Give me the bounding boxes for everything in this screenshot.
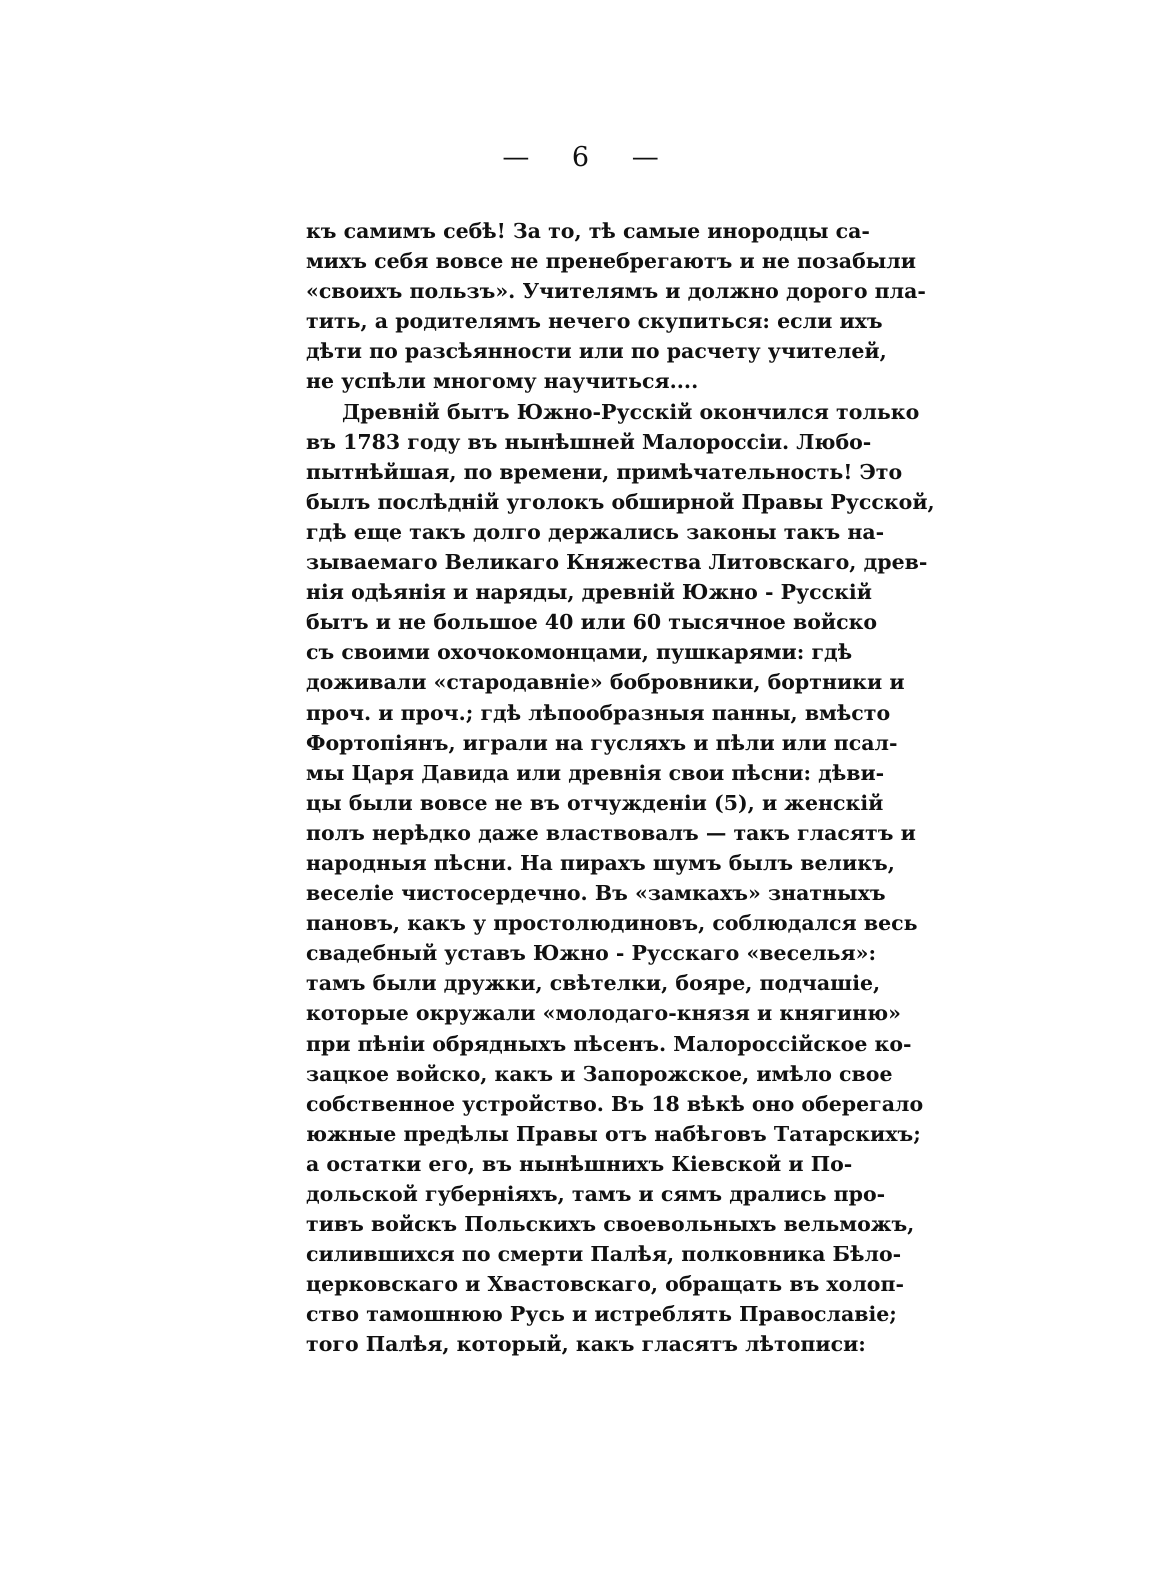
text-line: доживали «стародавніе» бобровники, бортники и xyxy=(306,670,905,695)
text-line: которые окружали «молодаго-князя и княгиню» xyxy=(306,1001,901,1026)
text-line: Древній бытъ Южно-Русскій окончился только xyxy=(342,399,920,424)
text-line: полъ нерѣдко даже властвовалъ — такъ гласятъ и xyxy=(306,820,916,845)
text-line: пановъ, какъ у простолюдиновъ, соблюдался весь xyxy=(306,911,918,936)
text-line: дѣти по разсѣянности или по расчету учителей, xyxy=(306,339,887,364)
text-line: въ 1783 году въ нынѣшней Малороссіи. Любо- xyxy=(306,429,872,454)
page-number-dash-right: — xyxy=(631,142,661,173)
text-line: тить, а родителямъ нечего скупиться: если ихъ xyxy=(306,309,883,334)
text-line: свадебный уставъ Южно - Русскаго «веселья»: xyxy=(306,941,877,966)
text-line: тамъ были дружки, свѣтелки, бояре, подчашіе, xyxy=(306,971,881,996)
text-line: гдѣ еще такъ долго держались законы такъ на- xyxy=(306,519,885,544)
text-line: ство тамошнюю Русь и истреблять Православіе; xyxy=(306,1302,897,1327)
text-line: бытъ и не большое 40 или 60 тысячное войско xyxy=(306,610,878,635)
text-line: цы были вовсе не въ отчужденіи (5), и женскій xyxy=(306,790,884,815)
text-line: не успѣли многому научиться.... xyxy=(306,369,699,394)
text-line: зываемаго Великаго Княжества Литовскаго, древ- xyxy=(306,550,928,575)
text-line: михъ себя вовсе не пренебрегаютъ и не позабыли xyxy=(306,249,916,274)
text-line: при пѣніи обрядныхъ пѣсенъ. Малороссійское ко- xyxy=(306,1031,912,1056)
page-number-dash-left: — xyxy=(502,142,532,173)
text-line: зацкое войско, какъ и Запорожское, имѣло свое xyxy=(306,1061,893,1086)
page-number: 6 xyxy=(571,142,592,173)
text-line: веселіе чистосердечно. Въ «замкахъ» знатныхъ xyxy=(306,881,886,906)
text-line: Фортопіянъ, играли на гусляхъ и пѣли или псал- xyxy=(306,730,898,755)
text-line: съ своими охочокомонцами, пушкарями: гдѣ xyxy=(306,640,853,665)
text-line: тивъ войскъ Польскихъ своевольныхъ вельможъ, xyxy=(306,1212,915,1237)
text-line: «своихъ пользъ». Учителямъ и должно дорого пла- xyxy=(306,279,926,304)
body-text xyxy=(306,216,935,1360)
text-line: былъ послѣдній уголокъ обширной Правы Русской, xyxy=(306,489,935,514)
text-line: дольской губерніяхъ, тамъ и сямъ дрались про- xyxy=(306,1182,886,1206)
text-line: собственное устройство. Въ 18 вѣкѣ оно оберегало xyxy=(306,1091,924,1116)
text-line: проч. и проч.; гдѣ лѣпообразныя панны, вмѣсто xyxy=(306,700,891,725)
text-line: церковскаго и Хвастовскаго, обращать въ холоп- xyxy=(306,1272,904,1297)
text-line: пытнѣйшая, по времени, примѣчательность! Это xyxy=(306,459,903,484)
page-number-header xyxy=(0,142,1163,173)
text-line: къ самимъ себѣ! За то, тѣ самые инородцы са- xyxy=(306,219,870,243)
paragraph-2 xyxy=(306,397,935,1360)
text-line: южные предѣлы Правы отъ набѣговъ Татарскихъ; xyxy=(306,1121,921,1146)
text-line: мы Царя Давида или древнія свои пѣсни: дѣви- xyxy=(306,760,885,785)
paragraph-1 xyxy=(306,216,926,397)
text-line: народныя пѣсни. На пирахъ шумъ былъ великъ, xyxy=(306,850,895,875)
text-line: силившихся по смерти Палѣя, полковника Бѣло- xyxy=(306,1242,902,1267)
text-line: а остатки его, въ нынѣшнихъ Кіевской и По- xyxy=(306,1151,853,1176)
text-line: того Палѣя, который, какъ гласятъ лѣтописи: xyxy=(306,1332,866,1357)
text-line: нія одѣянія и наряды, древній Южно - Русскій xyxy=(306,580,872,605)
